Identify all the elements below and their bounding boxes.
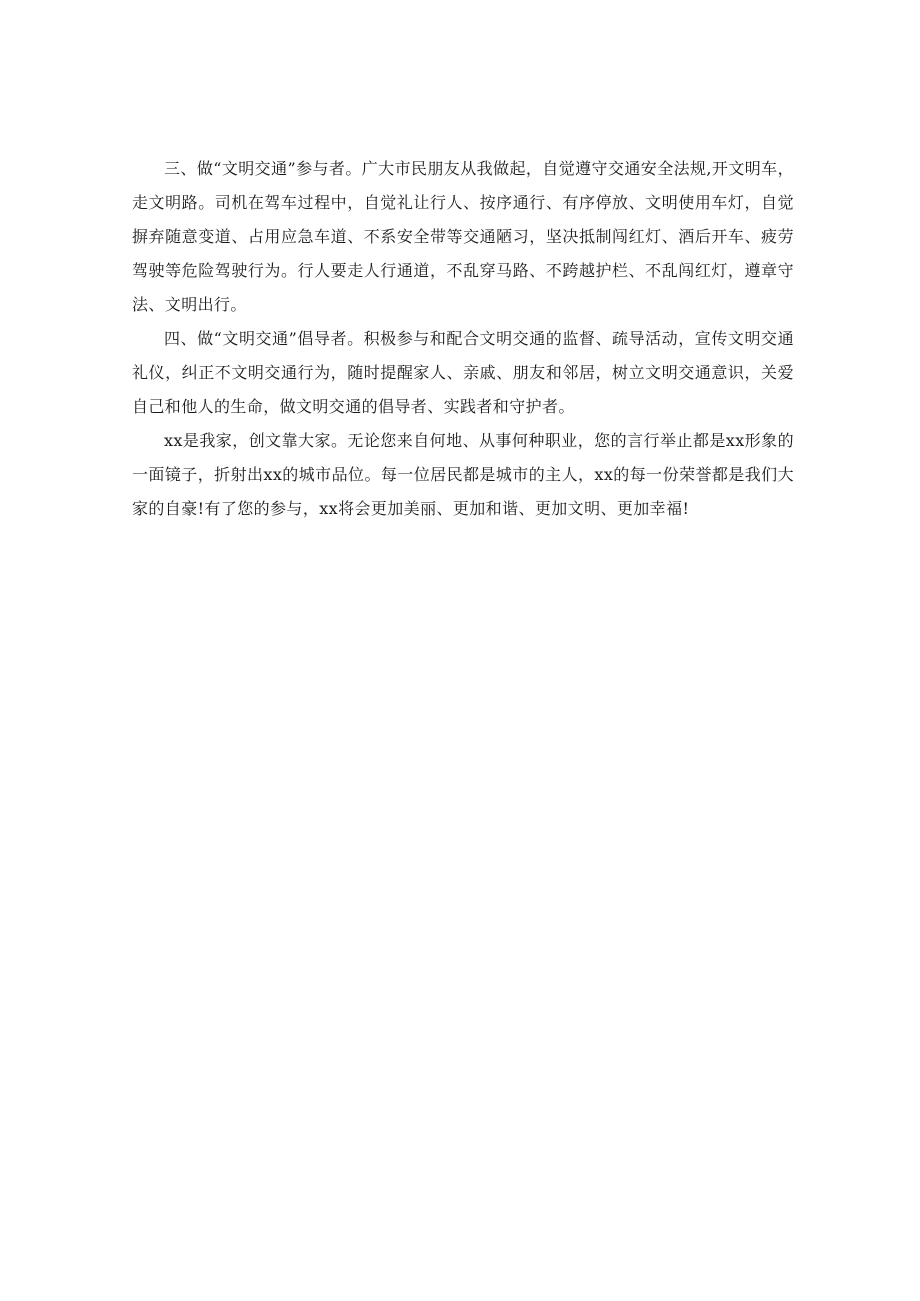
document-body <box>132 152 794 526</box>
paragraph-participant: 三、做“文明交通”参与者。广大市民朋友从我做起，自觉遵守交通安全法规,开文明车，走文明路。司机在驾车过程中，自觉礼让行人、按序通行、有序停放、文明使用车灯，自觉摒弃随意变道、占用应急车道、不系安全带等交通陋习，坚决抵制闯红灯、酒后开车、疲劳驾驶等危险驾驶行为。行人要走人行通道，不乱穿马路、不跨越护栏、不乱闯红灯，遵章守法、文明出行。 <box>132 159 794 314</box>
paragraph-closing: xx是我家，创文靠大家。无论您来自何地、从事何种职业，您的言行举止都是xx形象的一面镜子，折射出xx的城市品位。每一位居民都是城市的主人，xx的每一份荣誉都是我们大家的自豪!有了您的参与，xx将会更加美丽、更加和谐、更加文明、更加幸福! <box>132 431 794 518</box>
paragraph-advocate: 四、做“文明交通”倡导者。积极参与和配合文明交通的监督、疏导活动，宣传文明交通礼仪，纠正不文明交通行为，随时提醒家人、亲戚、朋友和邻居，树立文明交通意识，关爱自己和他人的生命，做文明交通的倡导者、实践者和守护者。 <box>132 329 794 416</box>
